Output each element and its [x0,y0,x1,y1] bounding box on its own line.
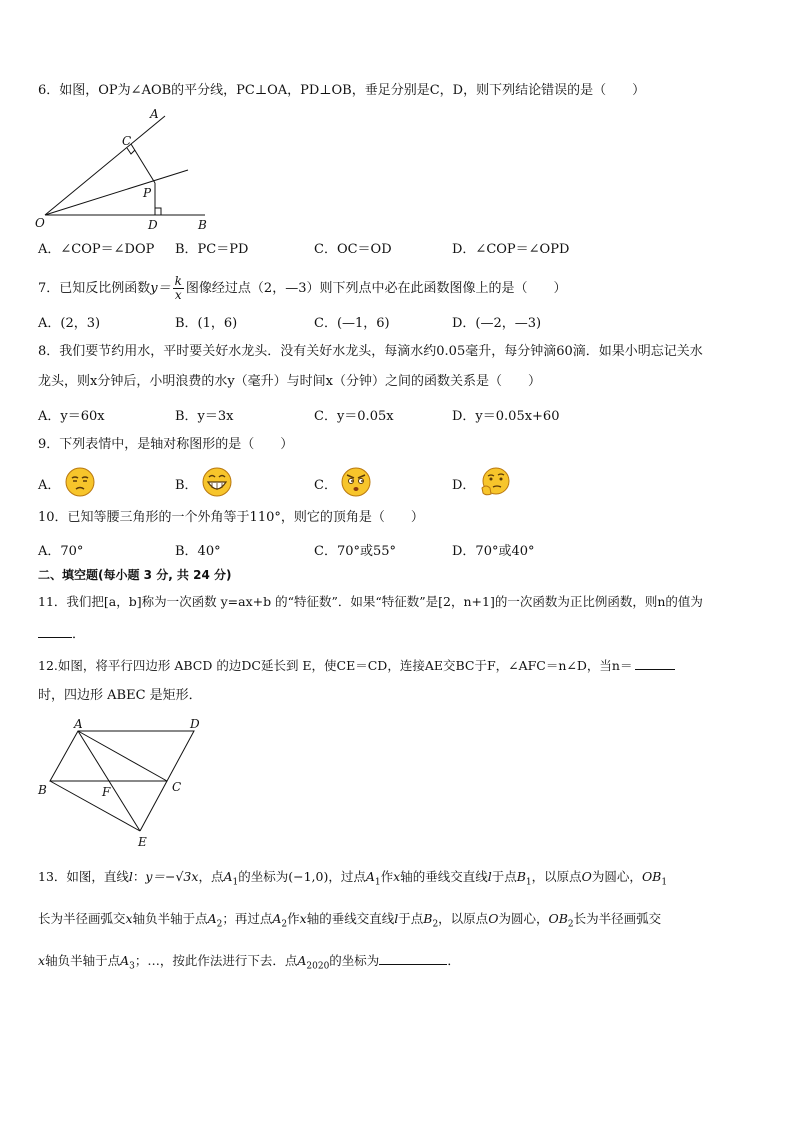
q13-l1-l2: l [487,869,492,884]
q8-options [0,405,794,425]
q13-l2-l: l [394,911,399,926]
q13-l3-b: ；…，按此作法进行下去．点 [134,953,298,968]
q9-option-c[interactable]: C． [314,478,337,493]
q10-option-b[interactable]: B．40° [175,544,221,559]
q13-l3-a2020-sub: 2020 [306,961,330,972]
q13-l1-ob1: OB [641,869,662,884]
q11-line1: 11．我们把[a，b]称为一次函数 y=ax+b 的“特征数”．如果“特征数”是[2，n+1]的一次函数为正比例函数，则n的值为 [38,594,703,609]
q10-option-c[interactable]: C．70°或55° [314,544,397,559]
q13-l2-h: 为圆心， [498,911,549,926]
q7-frac-num: k [174,274,182,288]
q6-label-c: C [122,134,132,148]
q6-options [0,238,794,258]
q6-label-a: A [150,107,159,121]
suspicious-face-icon [340,466,372,498]
q13-line3 [38,952,460,976]
q7-stem [38,275,566,302]
q9-option-b[interactable]: B． [175,478,198,493]
q13-l2-a: 长为半径画弧交 [38,911,126,926]
q6-option-b[interactable]: B．PC＝PD [175,242,249,257]
q13-l2-ob2-sub: 2 [567,919,574,930]
q13-l1-a1: A [223,869,233,884]
q13-l1-a1-2-sub: 1 [374,877,381,888]
q12-answer-blank[interactable] [635,657,675,670]
q12-label-b: B [38,783,47,797]
section-title: 二、填空题(每小题 3 分, 共 24 分) [38,568,232,582]
grinning-face-icon [201,466,233,498]
q10-stem: 10．已知等腰三角形的一个外角等于110°，则它的顶角是（ ） [38,510,424,525]
q13-l3-a3-sub: 3 [129,961,135,972]
q13-l1-l: l [128,869,133,884]
q7-option-d[interactable]: D．(—2，—3) [452,316,542,331]
q13-l2-a2-sub: 2 [216,919,223,930]
q13-line1 [38,868,667,892]
q10-options [0,540,794,560]
q13-l2-g: ，以原点 [438,911,489,926]
q13-l1-f: 作 [380,869,394,884]
q7-option-b[interactable]: B．(1，6) [175,316,238,331]
q12-label-c: C [172,780,182,794]
q13-l3-a3: A [120,953,130,968]
pensive-face-icon [64,466,96,498]
q13-l2-ob2: OB [548,911,568,926]
q12-parallelogram-figure [30,713,210,853]
q8-option-c[interactable]: C．y＝0.05x [314,409,394,424]
q13-l1-h: 于点 [491,869,517,884]
q13-l2-x2: x [299,911,307,926]
q6-option-d[interactable]: D．∠COP＝∠OPD [452,242,570,257]
q11-answer-blank[interactable] [38,625,72,638]
q13-l1-d: 的坐标为 [238,869,289,884]
q12-line1-text: 12.如图，将平行四边形 ABCD 的边DC延长到 E，使CE＝CD，连接AE交BC于F，∠AFC＝n∠D，当n＝ [38,658,633,673]
q6-label-o: O [35,216,45,230]
q9-options [0,465,794,501]
q13-l1-o: O [581,869,592,884]
q7-fraction [173,275,184,302]
q13-l3-c: 的坐标为 [329,953,380,968]
q8-option-a[interactable]: A．y＝60x [38,409,105,424]
q7-options [0,312,794,332]
q6-label-b: B [198,218,207,232]
q13-l2-x: x [125,911,133,926]
q11-line2 [38,625,85,644]
q7-option-a[interactable]: A．(2，3) [38,316,101,331]
q13-l1-a1-sub: 1 [232,877,239,888]
q13-l2-f: 于点 [398,911,424,926]
q12-label-f: F [102,785,111,799]
q6-stem: 6．如图，OP为∠AOB的平分线，PC⊥OA，PD⊥OB，垂足分别是C，D，则下列结论错误的是（ ） [38,83,646,98]
q12-label-d: D [190,717,200,731]
q7-stem-after: 图像经过点（2，—3）则下列点中必在此函数图像上的是（ ） [185,280,567,296]
q13-l2-i: 长为半径画弧交 [573,911,662,926]
q6-option-a[interactable]: A．∠COP＝∠DOP [38,242,155,257]
q6-label-d: D [148,218,158,232]
q12-label-a: A [74,717,83,731]
q6-angle-bisector-figure [30,103,210,233]
q8-line2: 龙头，则x分钟后，小明浪费的水y（毫升）与时间x（分钟）之间的函数关系是（ ） [38,374,542,389]
q13-line2 [38,910,661,934]
q13-l1-eq: y＝−√3x [145,869,199,884]
q7-fx: y＝ [150,280,171,296]
q13-l1-a: 13．如图，直线 [38,869,129,884]
q6-option-c[interactable]: C．OC＝OD [314,242,392,257]
q13-l1-e: ，过点 [328,869,366,884]
q13-l2-o: O [488,911,499,926]
q11-line2-end: ． [72,627,86,642]
q13-l2-a2-2-sub: 2 [281,919,288,930]
q13-l2-a2-2: A [272,911,282,926]
q7-frac-den: x [174,288,182,302]
q12-label-e: E [138,835,147,849]
q13-l2-d: 作 [287,911,300,926]
q13-l1-coord: (−1,0) [288,869,329,884]
q13-answer-blank[interactable] [379,952,447,965]
q13-l1-b1: B [516,869,526,884]
q13-l3-end: ． [447,953,460,968]
q13-l1-a1-2: A [365,869,375,884]
q8-option-d[interactable]: D．y＝0.05x+60 [452,409,560,424]
q13-l2-a2: A [207,911,217,926]
q13-l1-ob1-sub: 1 [661,877,668,888]
q13-l1-g: 轴的垂线交直线 [400,869,488,884]
q9-option-d[interactable]: D． [452,478,476,493]
q12-line2: 时，四边形 ABEC 是矩形． [38,688,202,703]
q12-line1 [38,657,675,675]
q10-option-a[interactable]: A．70° [38,544,84,559]
q13-l1-x: x [393,869,401,884]
q8-line1: 8．我们要节约用水，平时要关好水龙头．没有关好水龙头，每滴水约0.05毫升，每分钟滴60滴．如果小明忘记关水 [38,344,703,359]
q13-l3-a2020: A [297,953,307,968]
q13-l3-a: 轴负半轴于点 [45,953,121,968]
q7-stem-before: 7．已知反比例函数 [38,280,151,296]
q13-l1-i: ，以原点 [531,869,582,884]
thinking-face-icon [478,466,512,498]
q13-l2-b2: B [423,911,433,926]
q13-l1-b1-sub: 1 [525,877,532,888]
q13-l2-b2-sub: 2 [432,919,439,930]
q13-l2-e: 轴的垂线交直线 [306,911,395,926]
q10-option-d[interactable]: D．70°或40° [452,544,535,559]
q13-l3-x: x [38,953,46,968]
q9-stem: 9．下列表情中，是轴对称图形的是（ ） [38,437,294,452]
q9-option-a[interactable]: A． [38,478,61,493]
q13-l1-b: ： [132,869,146,884]
q8-option-b[interactable]: B．y＝3x [175,409,234,424]
q13-l1-j: 为圆心， [591,869,642,884]
q13-l2-b: 轴负半轴于点 [132,911,208,926]
q13-l1-c: ，点 [198,869,224,884]
q7-option-c[interactable]: C．(—1，6) [314,316,390,331]
q13-l2-c: ；再过点 [222,911,273,926]
q6-label-p: P [143,186,152,200]
